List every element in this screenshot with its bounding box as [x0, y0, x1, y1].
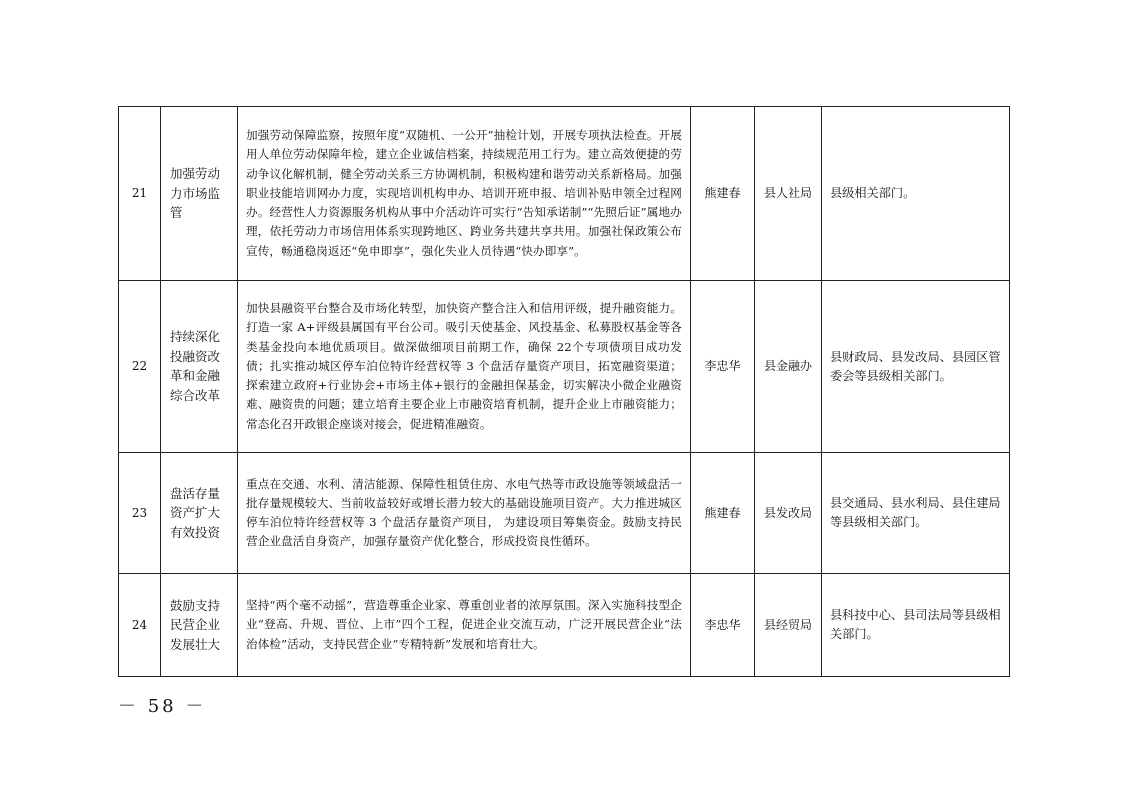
leader-cell: [691, 453, 755, 574]
responsible-leader: 李忠华: [704, 359, 741, 373]
lead-unit: 县人社局: [763, 186, 812, 200]
content-cell: [238, 107, 691, 281]
row-number-cell: [119, 574, 161, 677]
task-content: 坚持“两个毫不动摇”，营造尊重企业家、尊重创业者的浓厚氛围。深入实施科技型企业“登高、升规、晋位、上市”四个工程，促进企业交流互动，广泛开展民营企业“法治体检”活动，支持民营企业“专精特新”发展和培育壮大。: [246, 598, 682, 651]
row-number: 23: [131, 505, 148, 520]
table-row: [119, 281, 1010, 453]
table-row: [119, 574, 1010, 677]
content-cell: [238, 453, 691, 574]
lead-unit: 县金融办: [763, 359, 812, 373]
row-number: 24: [131, 617, 148, 632]
task-name: 加强劳动力市场监管: [170, 166, 221, 220]
table-row: [119, 453, 1010, 574]
leader-cell: [691, 281, 755, 453]
lead-unit-cell: [755, 281, 822, 453]
row-number-cell: [119, 281, 161, 453]
task-content: 加快县融资平台整合及市场化转型，加快资产整合注入和信用评级，提升融资能力。打造一家 A+评级县属国有平台公司。吸引天使基金、风投基金、私募股权基金等各类基金投向本地优质项目。做深做细项目前期工作，确保 22个专项债项目成功发债；扎实推动城区停车泊位特许经营权等 3 个盘活存量资产项目，拓宽融资渠道；探索建立政府+行业协会+市场主体+银行的金融担保基金，切实解决小微企业融资难、融资贵的问题；建立培育主要企业上市融资培育机制，提升企业上市融资能力；常态化召开政银企座谈对接会，促进精准融资。: [246, 301, 682, 431]
task-name: 盘活存量资产扩大有效投资: [170, 485, 221, 540]
task-name: 持续深化投融资改革和金融综合改革: [170, 329, 221, 403]
responsible-leader: 熊建春: [704, 186, 741, 200]
row-number: 22: [131, 359, 148, 373]
partners-cell: [822, 453, 1010, 574]
lead-unit-cell: [755, 574, 822, 677]
content-cell: [238, 281, 691, 453]
task-cell: [161, 574, 238, 677]
responsible-leader: 熊建春: [704, 505, 741, 520]
row-number: 21: [131, 186, 148, 200]
leader-cell: [691, 107, 755, 281]
lead-unit-cell: [755, 453, 822, 574]
content-cell: [238, 574, 691, 677]
leader-cell: [691, 574, 755, 677]
task-cell: [161, 281, 238, 453]
partners-cell: [822, 281, 1010, 453]
partner-units: 县财政局、县发改局、县园区管委会等县级相关部门。: [830, 349, 1001, 383]
row-number-cell: [119, 453, 161, 574]
page-number: － 58 －: [118, 696, 207, 717]
lead-unit: 县发改局: [763, 505, 812, 520]
task-name: 鼓励支持民营企业发展壮大: [170, 597, 221, 652]
lead-unit-cell: [755, 107, 822, 281]
lead-unit: 县经贸局: [763, 617, 812, 632]
task-cell: [161, 453, 238, 574]
measures-table: [118, 106, 1010, 677]
partners-cell: [822, 107, 1010, 281]
row-number-cell: [119, 107, 161, 281]
partner-units: 县交通局、县水利局、县住建局等县级相关部门。: [830, 496, 1001, 529]
table-row: [119, 107, 1010, 281]
task-content: 重点在交通、水利、清洁能源、保障性租赁住房、水电气热等市政设施等领域盘活一批存量规模较大、当前收益较好或增长潜力较大的基础设施项目资产。大力推进城区停车泊位特许经营权等 3 个盘活存量资产项目， 为建设项目筹集资金。鼓励支持民营企业盘活自身资产，加强存量资产优化整合，形成投资良性循环。: [246, 476, 682, 549]
partner-units: 县级相关部门。: [830, 186, 916, 200]
responsible-leader: 李忠华: [704, 617, 741, 632]
partner-units: 县科技中心、县司法局等县级相关部门。: [830, 608, 1001, 641]
partners-cell: [822, 574, 1010, 677]
task-cell: [161, 107, 238, 281]
task-content: 加强劳动保障监察，按照年度“双随机、一公开”抽检计划，开展专项执法检查。开展用人单位劳动保障年检，建立企业诚信档案，持续规范用工行为。建立高效便捷的劳动争议化解机制，健全劳动关系三方协调机制，积极构建和谐劳动关系新格局。加强职业技能培训网办力度，实现培训机构申办、培训开班申报、培训补贴申领全过程网办。经营性人力资源服务机构从事中介活动许可实行“告知承诺制”“先照后证”属地办理，依托劳动力市场信用体系实现跨地区、跨业务共建共享共用。加强社保政策公布宣传，畅通稳岗返还“免申即享”，强化失业人员待遇“快办即享”。: [246, 128, 682, 258]
